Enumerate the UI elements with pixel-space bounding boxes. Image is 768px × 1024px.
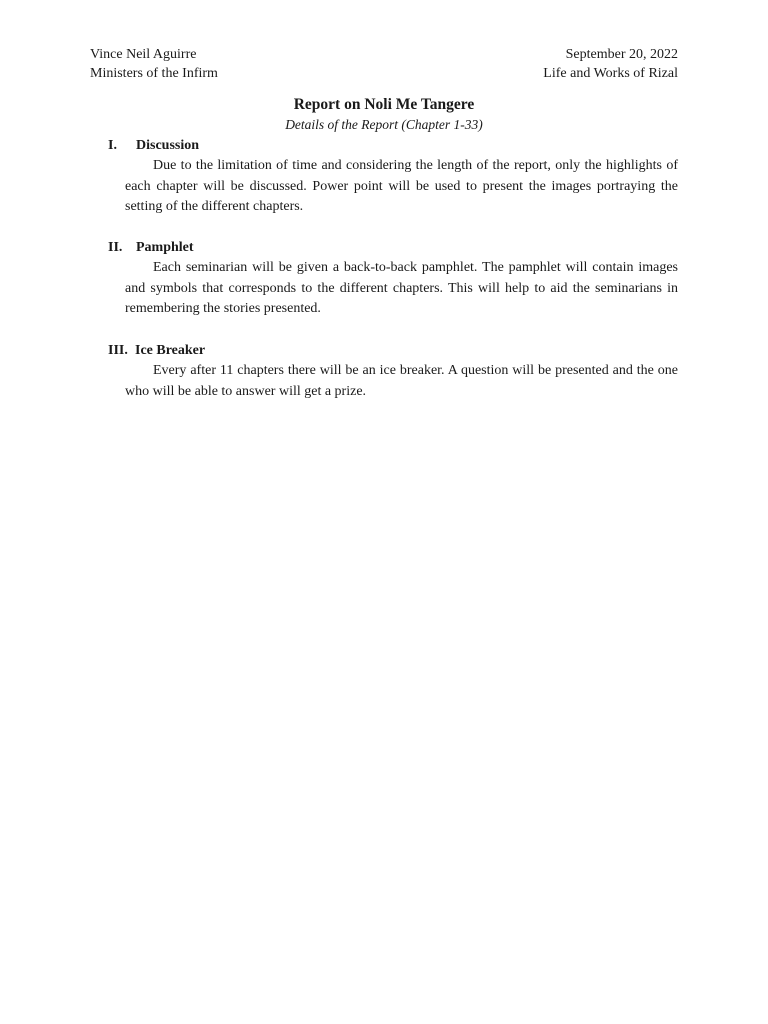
section-numeral: III.: [108, 343, 128, 358]
section-numeral: II.: [108, 240, 123, 255]
section-title: Ice Breaker: [135, 343, 206, 358]
section-pamphlet: [108, 238, 678, 320]
section-discussion: [108, 136, 678, 218]
document-date: September 20, 2022: [565, 47, 678, 62]
section-paragraph: Due to the limitation of time and considering the length of the report, only the highlights of each chapter will be discussed. Power point will be used to present the images portraying the setting of the different chapters.: [125, 158, 678, 214]
section-paragraph: Each seminarian will be given a back-to-back pamphlet. The pamphlet will contain images and symbols that corresponds to the different chapters. This will help to aid the seminarians in remembering the stories presented.: [125, 260, 678, 316]
section-heading: [108, 341, 678, 360]
document-subtitle: Details of the Report (Chapter 1-33): [285, 117, 483, 132]
document-header: [90, 45, 678, 83]
author-name: Vince Neil Aguirre: [90, 47, 197, 62]
section-numeral: I.: [108, 138, 117, 153]
course-name: Life and Works of Rizal: [543, 66, 678, 81]
header-row-1: [90, 45, 678, 64]
section-title: Pamphlet: [136, 240, 194, 255]
group-name: Ministers of the Infirm: [90, 66, 218, 81]
section-title: Discussion: [136, 138, 200, 153]
section-ice-breaker: [108, 341, 678, 402]
section-heading: [108, 238, 678, 257]
section-heading: [108, 136, 678, 155]
document-title: Report on Noli Me Tangere: [293, 96, 475, 113]
header-row-2: [90, 64, 678, 83]
section-paragraph: Every after 11 chapters there will be an ice breaker. A question will be presented and the one who will be able to answer will get a prize.: [125, 363, 678, 399]
